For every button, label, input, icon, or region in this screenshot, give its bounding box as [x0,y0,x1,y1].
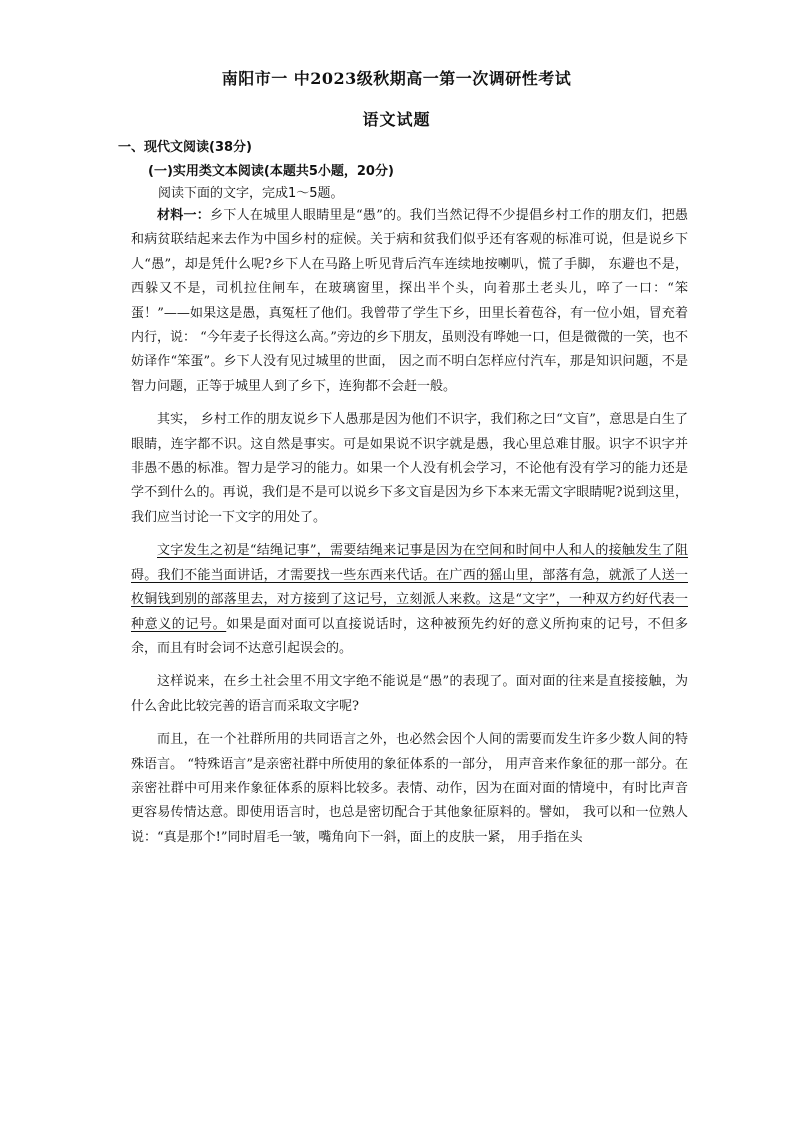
reading-instruction: 阅读下面的文字，完成1～5题。 [158,186,344,201]
paragraph-2: 其实， 乡村工作的朋友说乡下人愚那是因为他们不识字，我们称之曰“文盲”，意思是白生了眼睛，连字都不识。这自然是事实。可是如果说不识字就是愚，我心里总难甘服。识字不识字并非愚不愚的标准。智力是学习的能力。如果一个人没有机会学习，不论他有没有学习的能力还是学不到什么的。再说，我们是不是可以说乡下多文盲是因为乡下本来无需文字眼睛呢?说到这里，我们应当讨论一下文字的用处了。 [131,412,688,525]
subsection-heading: (一)实用类文本阅读(本题共5小题，20分) [148,164,394,179]
section-heading: 一、现代文阅读(38分) [118,140,252,155]
paragraph-3 [131,539,688,661]
passage-body [131,204,688,859]
paragraph-3-rest: 如果是面对面可以直接说话时，这种被预先约好的意义所拘束的记号，不但多余，而且有时会词不达意引起误会的。 [131,616,688,656]
paragraph-1-text: 乡下人在城里人眼睛里是“愚”的。我们当然记得不少提倡乡村工作的朋友们，把愚和病贫联结起来去作为中国乡村的症候。关于病和贫我们似乎还有客观的标准可说，但是说乡下人“愚”，却是凭什么呢?乡下人在马路上听见背后汽车连续地按喇叭，慌了手脚， 东避也不是，西躲又不是，司机拉住闸车，在玻璃窗里，探出半个头，向着那土老头儿，啐了一口：“笨蛋！”——如果这是愚，真冤枉了他们。我曾带了学生下乡，田里长着苞谷，有一位小姐，冒充着内行，说： “今年麦子长得这么高。”旁边的乡下朋友，虽则没有哗她一口，但是微微的一笑，也不妨译作“笨蛋”。乡下人没有见过城里的世面， 因之而不明白怎样应付汽车，那是知识问题，不是智力问题，正等于城里人到了乡下，连狗都不会赶一般。 [131,208,688,394]
material-label: 材料一： [157,208,211,223]
exam-title: 南阳市一 中2023级秋期高一第一次调研性考试 [221,69,572,88]
underlined-passage: 文字发生之初是“结绳记事”，需要结绳来记事是因为在空间和时间中人和人的接触发生了阻碍。我们不能当面讲话，才需要找一些东西来代话。在广西的猺山里，部落有急，就派了人送一枚铜钱到别的部落里去，对方接到了这记号，立刻派人来救。这是“文字”，一种双方约好代表一种意义的记号。 [131,543,688,632]
paragraph-5: 而且，在一个社群所用的共同语言之外，也必然会因个人间的需要而发生许多少数人间的特殊语言。 “特殊语言”是亲密社群中所使用的象征体系的一部分， 用声音来作象征的那一部分。在亲密社群中可用来作象征体系的原料比较多。表情、动作，因为在面对面的情境中，有时比声音更容易传情达意。即使用语言时，也总是密切配合于其他象征原料的。譬如， 我可以和一位熟人说：“真是那个!”同时眉毛一皱，嘴角向下一斜，面上的皮肤一紧， 用手指在头 [131,732,688,845]
exam-subject-title: 语文试题 [362,110,431,129]
paragraph-1 [131,204,688,399]
paragraph-4: 这样说来，在乡土社会里不用文字绝不能说是“愚”的表现了。面对面的往来是直接接触，为什么舍此比较完善的语言而采取文字呢? [131,674,688,714]
